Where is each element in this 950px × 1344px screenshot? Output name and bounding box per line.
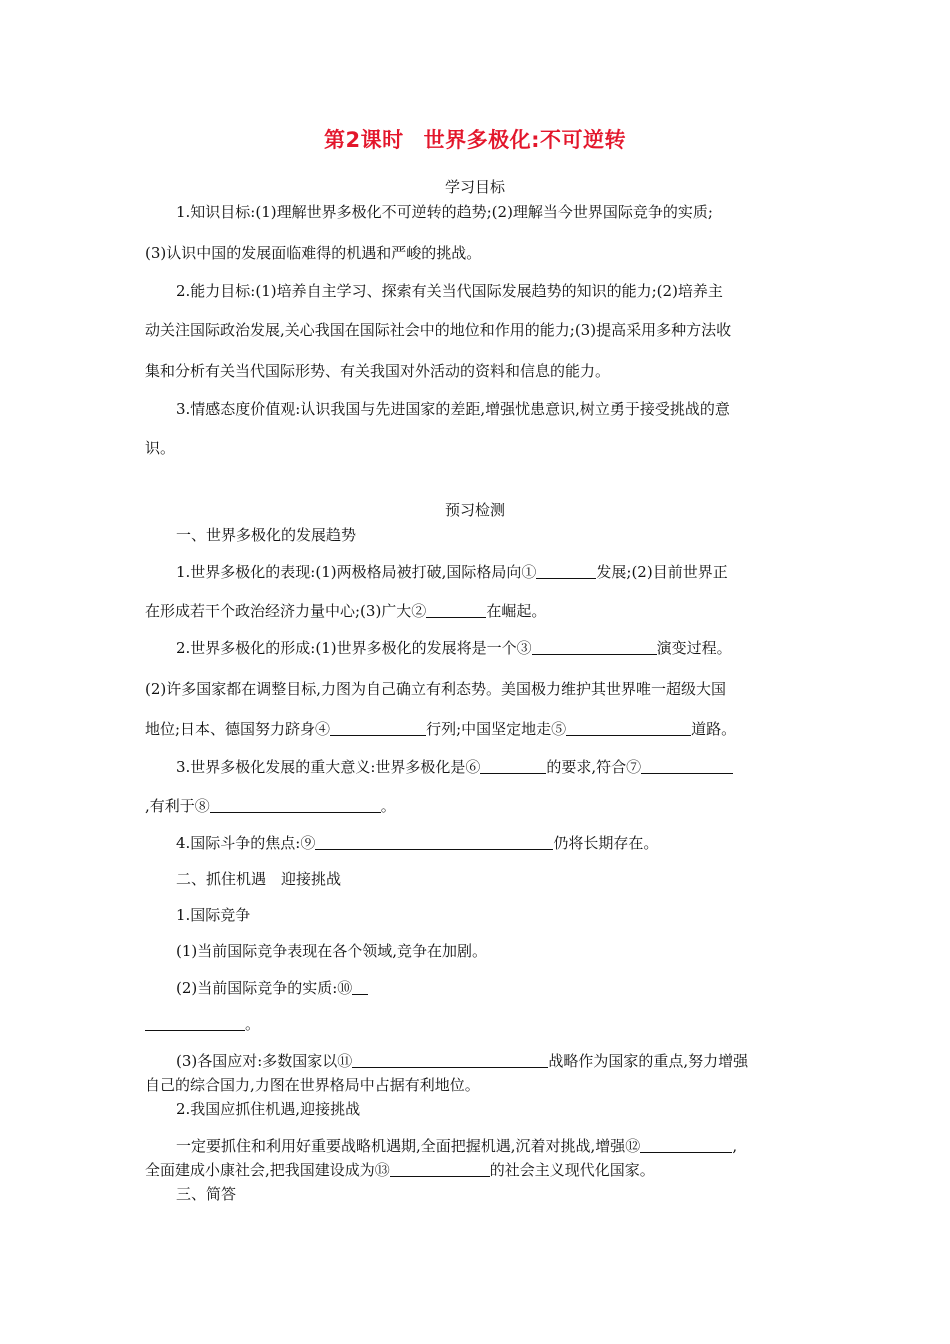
question-text: 全面建成小康社会,把我国建设成为⑬ [145,1161,390,1179]
question-text: 在崛起。 [486,602,547,620]
goal-line: 1.知识目标:(1)理解世界多极化不可逆转的趋势;(2)理解当今世界国际竞争的实质; [176,203,713,221]
question-3-line-2 [145,796,396,816]
question-text: 仍将长期存在。 [553,834,659,852]
question-text: 道路。 [691,720,737,738]
question-2-line-1 [176,638,732,658]
goal-line: 识。 [145,439,176,457]
question-3-line-1 [176,757,733,777]
question-13-line [145,1160,655,1180]
section-heading-preview: 预习检测 [444,501,505,519]
answer-blank-10[interactable] [145,1015,245,1031]
question-text: 战略作为国家的重点,努力增强 [548,1052,749,1070]
answer-blank-12[interactable] [640,1137,732,1153]
answer-blank-2[interactable] [426,602,486,618]
answer-blank-4[interactable] [330,720,426,736]
sub-heading: 2.我国应抓住机遇,迎接挑战 [176,1100,361,1118]
goal-line: 3.情感态度价值观:认识我国与先进国家的差距,增强忧患意识,树立勇于接受挑战的意 [176,400,730,418]
goal-line: 集和分析有关当代国际形势、有关我国对外活动的资料和信息的能力。 [145,362,611,380]
answer-blank-10-start[interactable] [352,979,368,995]
question-text: 在形成若干个政治经济力量中心;(3)广大② [145,602,427,620]
goal-line: (3)认识中国的发展面临难得的机遇和严峻的挑战。 [145,244,482,262]
question-text: 。 [380,797,396,815]
section-heading-goals: 学习目标 [444,178,505,196]
paragraph: (1)当前国际竞争表现在各个领域,竞争在加剧。 [176,942,488,960]
question-text: 发展;(2)目前世界正 [596,563,728,581]
answer-blank-3[interactable] [532,639,657,655]
question-text: 4.国际斗争的焦点:⑨ [176,834,316,852]
question-text: (3)各国应对:多数国家以⑪ [176,1052,353,1070]
answer-blank-13[interactable] [390,1161,490,1177]
question-text: 一定要抓住和利用好重要战略机遇期,全面把握机遇,沉着对挑战,增强⑫ [176,1137,641,1155]
part-heading: 三、简答 [176,1185,237,1203]
question-text: , [732,1137,738,1155]
goal-line: 动关注国际政治发展,关心我国在国际社会中的地位和作用的能力;(3)提高采用多种方法收 [145,321,732,339]
page-title [0,124,950,154]
question-11-line-1 [176,1051,748,1071]
question-text: ,有利于⑧ [145,797,210,815]
answer-blank-8[interactable] [210,797,381,813]
question-text: 3.世界多极化发展的重大意义:世界多极化是⑥ [176,758,481,776]
question-2-line-2: (2)许多国家都在调整目标,力图为自己确立有利态势。美国极力维护其世界唯一超级大国 [145,680,727,698]
question-text: 的要求,符合⑦ [546,758,642,776]
question-1-line-1 [176,562,728,582]
lesson-number: 第2课时 [323,128,404,152]
question-text: (2)当前国际竞争的实质:⑩ [176,979,353,997]
answer-blank-1[interactable] [536,563,596,579]
answer-blank-11[interactable] [352,1052,548,1068]
part-heading: 二、抓住机遇 迎接挑战 [176,870,342,888]
question-1-line-2 [145,601,546,621]
question-text: 1.世界多极化的表现:(1)两极格局被打破,国际格局向① [176,563,537,581]
question-text: 行列;中国坚定地走⑤ [426,720,567,738]
answer-blank-9[interactable] [315,834,553,850]
question-text: 的社会主义现代化国家。 [489,1161,655,1179]
question-10-line-1 [176,978,368,998]
question-10-line-2 [145,1014,260,1034]
answer-blank-5[interactable] [566,720,691,736]
question-11-line-2: 自己的综合国力,力图在世界格局中占据有利地位。 [145,1076,480,1094]
question-4 [176,833,658,853]
goal-line: 2.能力目标:(1)培养自主学习、探索有关当代国际发展趋势的知识的能力;(2)培养主 [176,282,723,300]
answer-blank-7[interactable] [641,758,733,774]
question-text: 地位;日本、德国努力跻身④ [145,720,331,738]
question-12-line-1 [176,1136,737,1156]
lesson-topic: 世界多极化:不可逆转 [423,128,627,152]
question-text: 演变过程。 [656,639,732,657]
question-text: 。 [245,1015,261,1033]
question-2-line-3 [145,719,736,739]
sub-heading: 1.国际竞争 [176,906,251,924]
part-heading: 一、世界多极化的发展趋势 [176,526,357,544]
answer-blank-6[interactable] [480,758,546,774]
question-text: 2.世界多极化的形成:(1)世界多极化的发展将是一个③ [176,639,532,657]
